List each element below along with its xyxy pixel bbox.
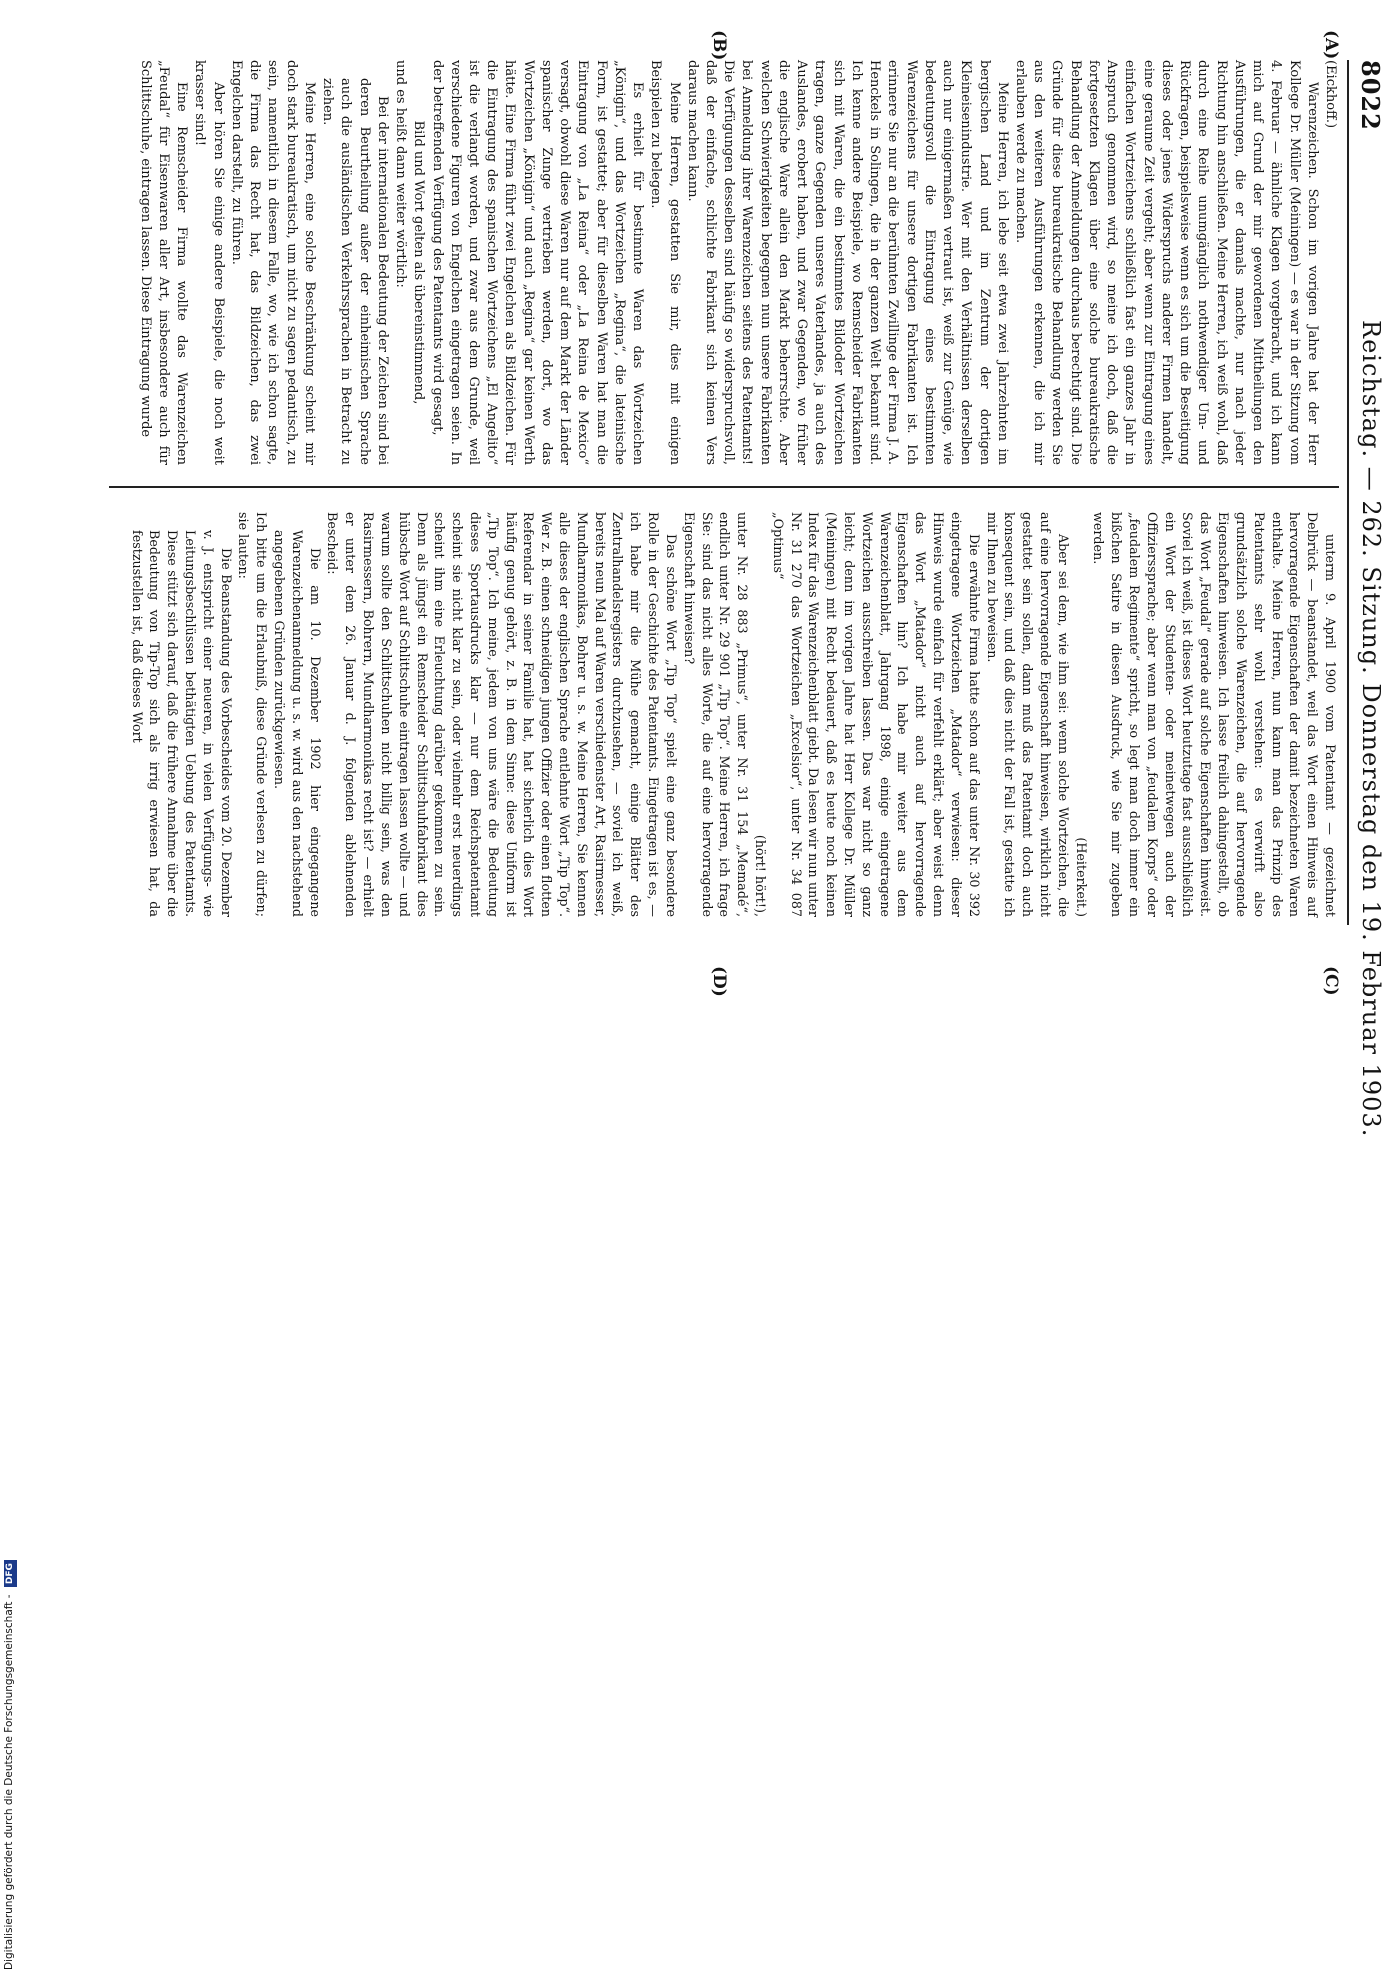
paragraph: unter Nr. 28 883 „Primus“, unter Nr. 31 154 „Memadé“, endlich unter Nr. 29 901 „Tip Top“. Meine Herren, ich frage Sie: sind das nicht alles Worte, die auf eine hervorragende Eigenschaft hinweisen? [681,512,751,917]
paragraph: Bei der internationalen Bedeutung der Zeichen sind bei deren Beurtheilung außer der einheimischen Sprache auch die ausländischen Verkehrssprachen in Betracht zu ziehen. [320,78,390,465]
paragraph: Ich bitte um die Erlaubniß, diese Gründe verlesen zu dürfen; sie lauten: [236,512,270,917]
margin-mark-a: (A) [1321,30,1341,60]
paragraph: (Eickhoff.) [1323,60,1338,129]
paragraph: Meine Herren, ich lebe seit etwa zwei Jahrzehnten im bergischen Land und im Zentrum der dortigen Kleineisenindustrie. Wer mit den Verhältnissen derselben auch nur einigermaßen vertraut ist, weiß zur Genüge, wie bedeutungsvoll die Eintragung eines bestimmten Warenzeichens für unsere dortigen Fabrikanten ist. Ich erinnere Sie nur an die berühmten Zwillinge der Firma J. A. Henckels in Solingen, die in der ganzen Welt bekannt sind. Ich kenne andere Beispiele, wo Remscheider Fabrikanten sich mit Waren, die ein bestimmtes Bildoder Wortzeichen tragen, ganze Gegenden unseres Vaterlandes, ja auch des Auslandes, erobert haben, und zwar Gegenden, wo früher die englische Ware allein den Markt beherrschte. Aber welchen Schwierigkeiten begegnen nun unsere Fabrikanten bei Anmeldung ihrer Warenzeichen seitens des Patentamts! Die Verfügungen desselben sind häufig so widerspruchsvoll, daß der einfache, schlichte Fabrikant sich keinen Vers daraus machen kann. [684,60,1010,465]
digitization-credit [3,4,17,1970]
margin-mark-c: (C) [1321,966,1341,996]
paragraph: Bild und Wort gelten als übereinstimmend, [411,120,427,405]
paragraph: Eine Remscheider Firma wollte das Warenzeichen „Feudal“ für Eisenwaren aller Art, insbesondere auch für Schlittschuhe, eintragen lassen. Diese Eintragung wurde [137,60,190,465]
dfg-logo: DFG [4,1560,17,1587]
right-column [128,512,1339,917]
paragraph: Die erwähnte Firma hatte schon auf das unter Nr. 30 392 eingetragene Wortzeichen „Matador“ verwiesen: dieser Hinweis wurde einfach für verfehlt erklärt; aber weist denn das Wort „Matador“ nicht auch auf hervorragende Eigenschaften hin? Ich habe mir weiter aus dem Warenzeichenblatt, Jahrgang 1898, einige eingetragene Wortzeichen ausschreiben lassen. Das war nicht so ganz leicht; denn im vorigen Jahre hat Herr Kollege Dr. Müller (Meiningen) mit Recht bedauert, daß es heute noch keinen Index für das Warenzeichenblatt giebt. Da lesen wir nun unter Nr. 31 270 das Wortzeichen „Excelsior“, unter Nr. 34 087 „Optimus“ [770,512,982,917]
paragraph: Aber sei dem, wie ihm sei: wenn solche Wortzeichen, die auf eine hervorragende Eigenschaft hinweisen, wirklich nicht gestattet sein sollen, dann muß das Patentamt doch auch konsequent sein, und daß dies nicht der Fall ist, gestatte ich mir Ihnen zu beweisen. [984,512,1071,917]
paragraph: Warenzeichen. Schon im vorigen Jahre hat der Herr Kollege Dr. Müller (Meiningen) — es war in der Sitzung vom 4. Februar — ähnliche Klagen vorgebracht, und ich kann mich auf Grund der mir gewordenen Mittheilungen den Ausführungen, die er damals machte, nur nach jeder Richtung hin anschließen. Meine Herren, ich weiß wohl, daß durch eine Reihe unumgänglich nothwendiger Um- und Rückfragen, beispielsweise wenn es sich um die Beseitigung dieses oder jenes Widerspruchs anderer Firmen handelt, eine geraume Zeit vergeht; aber wenn zur Eintragung eines einfachen Wortzeichens schließlich fast ein ganzes Jahr in Anspruch genommen wird, so meine ich doch, daß die fortgesetzten Klagen über eine solche bureaukratische Behandlung der Anmeldungen durchaus berechtigt sind. Die Gründe für diese bureaukratische Behandlung werden Sie aus den weiteren Ausführungen erkennen, die ich mir erlauben werde zu machen. [1013,60,1320,465]
paragraph: Die am 10. Dezember 1902 hier eingegangene Warenzeichenanmeldung u. s. w. wird aus den nachstehend angegebenen Gründen zurückgewiesen. [272,530,323,917]
margin-mark-b: (B) [709,30,729,61]
page-number: 8022 [1356,60,1385,131]
paragraph: Es erhielt für bestimmte Waren das Wortzeichen „Königin“, und das Wortzeichen „Regina“, die lateinische Form, ist gestattet; aber für dieselben Waren hat man die Eintragung von „La Reina“ oder „La Reina de Mexico“ versagt, obwohl diese Waren nur auf dem Markt der Länder spanischer Zunge vertrieben werden, dort, wo das Wortzeichen „Königin“ und auch „Regina“ gar keinen Werth hätte. Eine Firma führt zwei Engelchen als Bildzeichen. Für die Eintragung des spanischen Wortzeichens „El Angelito“ ist die verlangt worden, und zwar aus dem Grunde, weil verschiedene Figuren von Engelchen eingetragen seien. In der betreffenden Verfügung des Patentamts wird gesagt, [429,60,646,465]
paragraph: Die Beanstandung des Vorbescheides vom 20. Dezember v. J. entspricht einer neueren, in vielen Verfügungs- wie Leitungsbeschlüssen bethätigten Uebung des Patentamts. Diese stützt sich darauf, daß die frühere Annahme über die Bedeutung von Tip-Top sich als irrig erwiesen hat, da festzustellen ist, daß dieses Wort [129,530,234,917]
header-rule [1347,60,1349,925]
paragraph: Meine Herren, gestatten Sie mir, dies mit einigen Beispielen zu belegen. [648,60,682,465]
paragraph: (hört! hört!), [753,834,768,917]
running-title: Reichstag. — 262. Sitzung. Donnerstag den 19. Februar 1903. [1357,320,1385,1138]
credit-text: Digitalisierung gefördert durch die Deutsche Forschungsgemeinschaft - [3,1594,15,1970]
paragraph: und es heißt dann weiter wörtlich: [393,60,409,288]
paragraph: unterm 9. April 1900 vom Patentamt — gezeichnet Delbrück — beanstandet, weil das Wort einen Hinweis auf hervorragende Eigenschaften der damit bezeichneten Waren enthalte. Meine Herren, nun kann man das Prinzip des Patentamts sehr wohl verstehen: es verwirft also grundsätzlich solche Warenzeichen, die auf hervorragende Eigenschaften hinweisen. Ich lasse freilich dahingestellt, ob das Wort „Feudal“ gerade auf solche Eigenschaften hinweist. Soviel ich weiß, ist dieses Wort heutzutage fast ausschließlich ein Wort der Studenten- oder meinetwegen auch der Offizierssprache; aber wenn man von „feudalem Korps“ oder „feudalem Regimente“ spricht, so legt man doch immer ein bißchen Satire in diesen Ausdruck, wie Sie mir zugeben werden. [1091,512,1338,917]
paragraph: (Heiterkeit.) [1073,837,1089,917]
margin-mark-d: (D) [709,966,729,997]
page-header [1355,60,1385,1138]
paragraph: Das schöne Wort „Tip Top“ spielt eine ganz besondere Rolle in der Geschichte des Patentamts. Eingetragen ist es, — ich habe mir die Mühe gemacht, einige Blätter des Zentralhandelsregisters durchzusehen, — soviel ich weiß, bereits neun Mal auf Waren verschiedenster Art, Rasirmesser, Mundharmonikas, Bohrer u. s. w. Meine Herren, Sie kennen alle dieses der englischen Sprache entlehnte Wort „Tip Top“. Wer z. B. einen schneidigen jungen Offizier oder einen flotten Referendar in seiner Familie hat, hat sicherlich dies Wort häufig genug gehört, z. B. in dem Sinne: diese Uniform ist „Tip Top“. Ich meine, jedem von uns wäre die Bedeutung dieses Sportausdrucks klar — nur dem Reichspatentamt scheint sie nicht klar zu sein, oder vielmehr erst neuerdings scheint ihm eine Erleuchtung darüber gekommen zu sein. Denn als jüngst ein Remscheider Schlittschuhfabrikant dies hübsche Wort auf Schlittschuhe eintragen lassen wollte — und warum sollte den Schlittschuhen nicht billig sein, was den Rasirmessern, Bohrern, Mundharmonikas recht ist? — erhielt er unter dem 26. Januar d. J. folgenden ablehnenden Bescheid: [325,512,679,917]
column-divider [109,486,1339,488]
paragraph: Meine Herren, eine solche Beschränkung scheint mir doch stark bureaukratisch, um nicht zu sagen pedantisch, zu sein, namentlich in diesem Falle, wo, wie ich schon sagte, die Firma das Recht hat, das Bildzeichen, das zwei Engelchen darstellt, zu führen. [228,60,317,465]
left-column [136,60,1339,465]
paragraph: Aber hören Sie einige andere Beispiele, die noch weit krasser sind! [192,60,226,465]
